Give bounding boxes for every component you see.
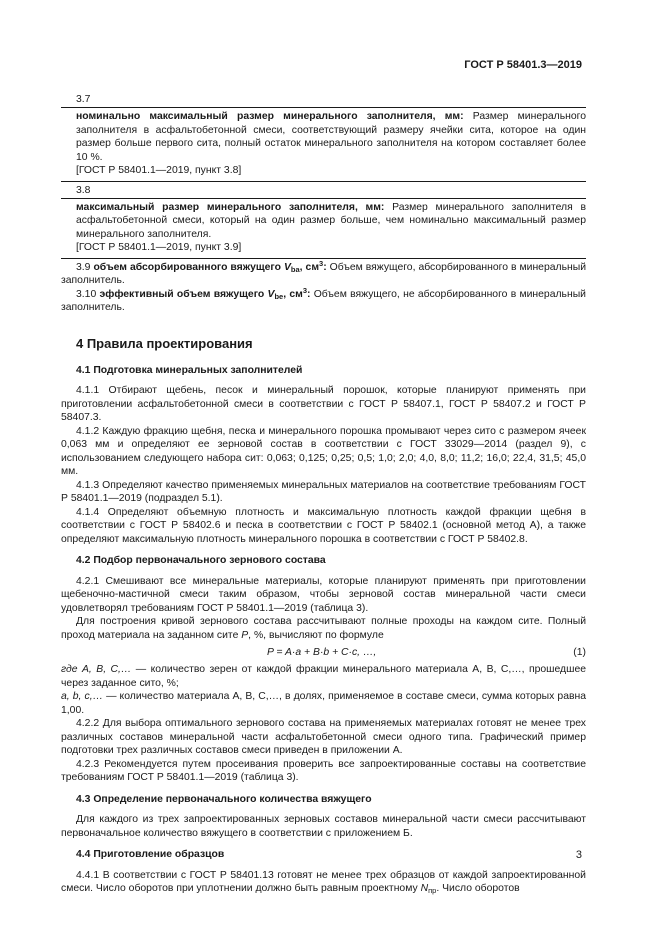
term-title-3-7: номинально максимальный размер минерального заполнителя, мм:	[76, 111, 464, 122]
term-3-10	[61, 285, 586, 315]
term-title-3-9	[93, 258, 327, 274]
var-sub-pr: пр	[428, 886, 437, 895]
term-number-3-9: 3.9	[76, 261, 94, 273]
colon: :	[323, 261, 327, 273]
section-4-heading: 4 Правила проектирования	[76, 335, 253, 351]
paragraph-4-4-1	[61, 869, 586, 896]
paragraph-4-2-1: 4.2.1 Смешивают все минеральные материалы, которые планируют применять при приготовлении щебеночно-мастичной смеси таким образом, чтобы зерновой состав минеральной части смеси удовлетворял требованиям ГОСТ Р 58401.1—2019 (таблица 3).	[61, 575, 586, 614]
definition-abc-lower	[61, 690, 586, 717]
var-sub-ba: ba	[290, 264, 300, 274]
subsection-4-4-heading: 4.4 Приготовление образцов	[76, 849, 225, 860]
var-sub-be: be	[274, 291, 284, 301]
definition-abc	[61, 663, 586, 690]
paragraph-4-4-1-text: 4.4.1 В соответствии с ГОСТ Р 58401.13 готовят не менее трех образцов от каждой запроектированной смеси. Число оборотов при уплотнении должно быть равным проектному	[61, 869, 586, 894]
paragraph-4-1-3: 4.1.3 Определяют качество применяемых минеральных материалов на соответствие требованиям ГОСТ Р 58401.1—2019 (подраздел 5.1).	[61, 479, 586, 504]
paragraph-4-4-1-text-end: . Число оборотов	[436, 883, 520, 894]
term-box-3-8	[61, 198, 586, 259]
formula-expression: P = A·a + B·b + C·c, …,	[267, 647, 377, 658]
formula-number: (1)	[573, 647, 586, 658]
term-number-3-10: 3.10	[76, 288, 100, 300]
var-v: V	[267, 288, 275, 300]
term-title-3-9-text: объем абсорбированного вяжущего	[93, 261, 284, 273]
term-definition-3-8	[76, 201, 586, 242]
term-text-3-7: Размер минерального заполнителя в асфальтобетонной смеси, соответствующий размеру ячейки сита, которое на один размер больше первого сита, полный остаток минерального заполнителя на котором составляет более 10 %.	[76, 111, 586, 163]
document-code-header: ГОСТ Р 58401.3—2019	[464, 59, 582, 71]
subsection-4-2-heading: 4.2 Подбор первоначального зернового состава	[76, 555, 326, 566]
paragraph-4-1-1: 4.1.1 Отбирают щебень, песок и минеральный порошок, которые планируют применять при приготовлении асфальтобетонной смеси в соответствии с ГОСТ Р 58407.1, ГОСТ Р 58407.2 и ГОСТ Р 58407.3.	[61, 385, 586, 423]
var-p: P	[241, 629, 249, 641]
term-text-3-8: Размер минерального заполнителя в асфальтобетонной смеси, который на один размер больше, чем номинально максимальный размер минерального заполнителя.	[76, 201, 586, 240]
var-n: N	[420, 883, 429, 894]
term-source-3-7: [ГОСТ Р 58401.1—2019, пункт 3.8]	[76, 165, 242, 176]
colon: :	[307, 288, 311, 300]
formula-definitions	[61, 663, 586, 717]
paragraph-4-2-2: 4.2.2 Для выбора оптимального зернового состава на применяемых материалах готовят не менее трех различных составов минеральной части асфальтобетонной смеси одного типа. Графический пример подготовки трех различных составов смеси приведен в приложении А.	[61, 718, 586, 756]
formula-1	[61, 645, 586, 662]
definition-text: — количество зерен от каждой фракции минерального материала A, B, C,…, прошедшее через заданное сито, %;	[61, 664, 587, 689]
definition-symbol: a, b, c,…	[61, 691, 103, 702]
paragraph-4-2-1-formula-intro	[61, 615, 586, 642]
term-title-3-8: максимальный размер минерального заполнителя, мм:	[76, 201, 385, 213]
formula-intro-text-end: , %, вычисляют по формуле	[248, 629, 384, 641]
paragraph-4-1-2: 4.1.2 Каждую фракцию щебня, песка и минерального порошка промывают через сито с размером ячеек 0,063 мм и определяют ее зерновой состав в соответствии с ГОСТ 33029—2014 (раздел 9), с использованием следующего набора сит: 0,063; 0,125; 0,25; 0,5; 1,0; 2,0; 4,0, 8,0; 11,2; 16,0; 22,4, 31,5; 45,0 мм.	[61, 425, 586, 477]
term-3-9	[61, 258, 587, 288]
var-v: V	[283, 261, 291, 273]
formula-intro-text: Для построения кривой зернового состава рассчитывают полные проходы на каждом сите. Полный проход материала на заданном сите	[61, 616, 586, 641]
term-title-3-10	[99, 285, 311, 301]
term-text-3-10: Объем вяжущего, не абсорбированного в минеральный заполнитель.	[61, 288, 586, 313]
paragraph-4-1-4: 4.1.4 Определяют объемную плотность и максимальную плотность каждой фракции щебня в соответствии с ГОСТ Р 58402.6 и песка в соответствии с ГОСТ Р 58402.1 (основной метод А), а также определяют максимальную плотность минерального порошка в соответствии с ГОСТ Р 58402.8.	[61, 506, 586, 545]
subsection-4-3-heading: 4.3 Определение первоначального количества вяжущего	[76, 793, 372, 805]
term-definition-3-7	[76, 110, 586, 164]
term-source-3-8: [ГОСТ Р 58401.1—2019, пункт 3.9]	[76, 242, 242, 253]
term-number-3-7: 3.7	[76, 94, 91, 105]
paragraph-4-3: Для каждого из трех запроектированных зерновых составов минеральной части смеси рассчитывают первоначальное количество вяжущего в соответствии с приложением Б.	[61, 814, 586, 839]
term-title-3-10-text: эффективный объем вяжущего	[99, 288, 268, 300]
page-number: 3	[575, 849, 582, 861]
term-text-3-9: Объем вяжущего, абсорбированного в минеральный заполнитель.	[61, 261, 587, 286]
paragraph-4-2-3: 4.2.3 Рекомендуется путем просеивания проверить все запроектированные составы на соответствие требованиям ГОСТ Р 58401.1—2019 (таблица 3).	[61, 758, 586, 783]
definition-symbol: где A, B, C,…	[61, 664, 132, 675]
definition-text: — количество материала A, B, C,…, в долях, применяемое в составе смеси, сумма которых равна 1,00.	[61, 691, 587, 716]
subsection-4-1-heading: 4.1 Подготовка минеральных заполнителей	[76, 364, 303, 376]
unit-text: , см	[299, 261, 320, 273]
unit-sup: 3	[319, 258, 324, 268]
unit-sup: 3	[302, 285, 307, 295]
page-content	[61, 93, 586, 896]
term-number-3-8: 3.8	[76, 184, 91, 196]
term-box-3-7	[61, 107, 586, 182]
unit-text: , см	[283, 288, 303, 300]
